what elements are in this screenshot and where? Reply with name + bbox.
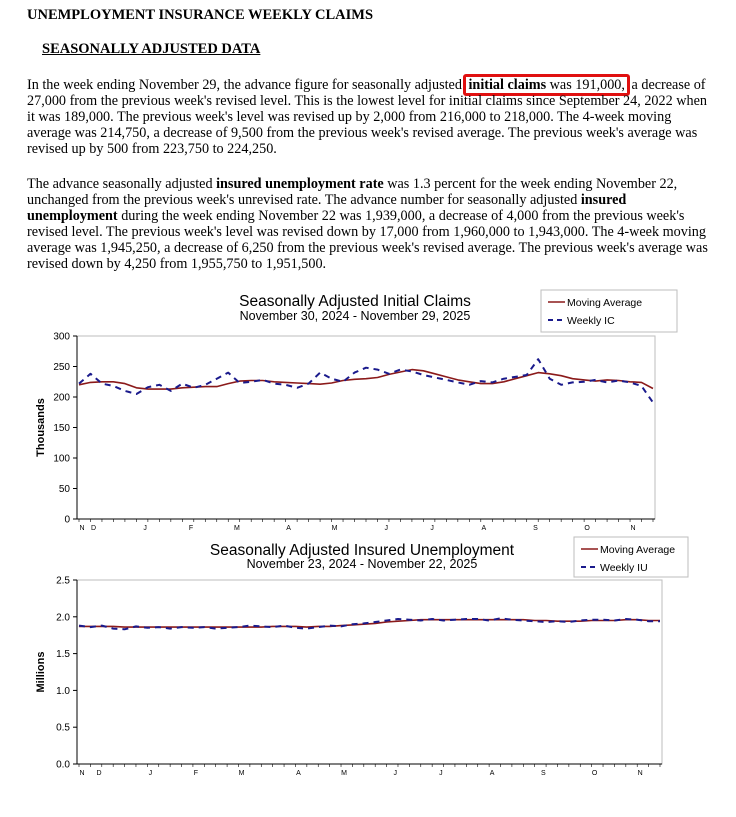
ic-month-label: N xyxy=(79,525,85,532)
iu-month-label: J xyxy=(393,770,398,777)
ic-month-label: M xyxy=(234,525,240,532)
iu-month-label: N xyxy=(79,770,85,777)
ic-month-label: J xyxy=(143,525,147,532)
iu-legend-label: Moving Average xyxy=(600,544,676,556)
ic-y-tick-label: 100 xyxy=(53,453,70,465)
insured-unemployment-chart xyxy=(0,536,736,786)
iu-month-label: M xyxy=(238,770,245,777)
ic-month-label: J xyxy=(430,525,434,532)
insured-rate-term: insured unemployment rate xyxy=(216,176,384,192)
para2-text-2: was 1.3 percent for the week ending November 22, unchanged from the previous week's unrevised rate. The advance number for seasonally adjusted xyxy=(27,176,678,208)
iu-y-tick-label: 2.5 xyxy=(56,575,70,587)
ic-y-tick-label: 300 xyxy=(53,331,70,343)
iu-month-label: A xyxy=(296,770,301,777)
initial-claims-value: was 191,000, xyxy=(546,77,625,93)
ic-series-moving-average-line xyxy=(79,370,653,390)
iu-month-label: M xyxy=(341,770,347,777)
iu-plot-area xyxy=(77,580,662,764)
ic-month-label: J xyxy=(384,525,388,532)
ic-y-tick-label: 150 xyxy=(53,423,70,434)
iu-month-label: N xyxy=(637,770,643,777)
ic-month-label: A xyxy=(286,525,291,532)
insured-unemployment-paragraph xyxy=(27,176,717,272)
iu-y-tick-label: 1.0 xyxy=(56,685,70,697)
initial-claims-term: initial claims xyxy=(468,77,547,93)
iu-y-tick-label: 0.0 xyxy=(56,759,70,771)
iu-y-tick-label: 0.5 xyxy=(56,722,70,734)
ic-month-label: F xyxy=(188,525,194,532)
section-title: SEASONALLY ADJUSTED DATA xyxy=(42,41,261,57)
iu-month-label: F xyxy=(193,770,199,777)
initial-claims-paragraph xyxy=(27,77,717,157)
iu-month-label: J xyxy=(148,770,153,777)
ic-month-label: O xyxy=(584,525,590,532)
ic-y-tick-label: 50 xyxy=(58,484,70,495)
ic-chart-title: Seasonally Adjusted Initial Claims xyxy=(239,293,471,310)
ic-series-weekly-line xyxy=(79,359,653,402)
iu-month-label: J xyxy=(439,770,443,777)
iu-month-label: D xyxy=(96,770,102,777)
iu-chart-title: Seasonally Adjusted Insured Unemployment xyxy=(209,542,515,559)
iu-legend-label: Weekly IU xyxy=(600,562,648,574)
para1-text-1: In the week ending November 29, the advance figure for seasonally adjusted xyxy=(27,77,466,93)
iu-chart-subtitle: November 23, 2024 - November 22, 2025 xyxy=(246,557,478,571)
ic-legend-label: Moving Average xyxy=(567,297,643,309)
ic-y-tick-label: 0 xyxy=(64,514,70,526)
ic-y-tick-label: 200 xyxy=(53,392,70,404)
ic-month-label: N xyxy=(630,525,636,532)
insured-unemployment-term: insured unemployment xyxy=(27,192,627,224)
iu-month-label: O xyxy=(591,770,598,777)
ic-month-label: A xyxy=(481,525,487,532)
ic-month-label: D xyxy=(90,525,97,532)
ic-y-axis-label: Thousands xyxy=(35,398,47,457)
iu-y-axis-label: Millions xyxy=(35,651,47,693)
para2-text-3: during the week ending November 22 was 1,939,000, a decrease of 4,000 from the previous week's revised level. The previous week's level was revised down by 17,000 from 1,960,000 to 1,943,000. The 4-week moving average was 1,945,250, a decrease of 6,250 from the previous week's revised average. The previous week's average was revised down by 4,250 from 1,955,750 to 1,951,500. xyxy=(27,208,708,272)
ic-y-tick-label: 250 xyxy=(53,362,70,373)
iu-y-tick-label: 2.0 xyxy=(56,612,70,624)
iu-y-tick-label: 1.5 xyxy=(56,649,70,661)
initial-claims-chart xyxy=(0,285,736,535)
iu-month-label: A xyxy=(489,770,495,777)
ic-month-label: M xyxy=(331,525,338,532)
ic-legend-label: Weekly IC xyxy=(567,315,615,327)
ic-plot-area xyxy=(77,336,655,519)
ic-chart-subtitle: November 30, 2024 - November 29, 2025 xyxy=(239,309,471,323)
ic-month-label: S xyxy=(533,525,538,532)
para1-text-2: a decrease of 27,000 from the previous week's revised level. This is the lowest level for initial claims since September 24, 2022 when it was 189,000. The previous week's level was revised up by 2,000 from 216,000 to 218,000. The 4-week moving average was 214,750, a decrease of 9,500 from the previous week's revised average. The previous week's average was revised up by 500 from 223,750 to 224,250. xyxy=(27,77,707,157)
document-title: UNEMPLOYMENT INSURANCE WEEKLY CLAIMS xyxy=(27,7,374,23)
para2-text-1: The advance seasonally adjusted xyxy=(27,176,217,192)
iu-month-label: S xyxy=(541,770,546,777)
